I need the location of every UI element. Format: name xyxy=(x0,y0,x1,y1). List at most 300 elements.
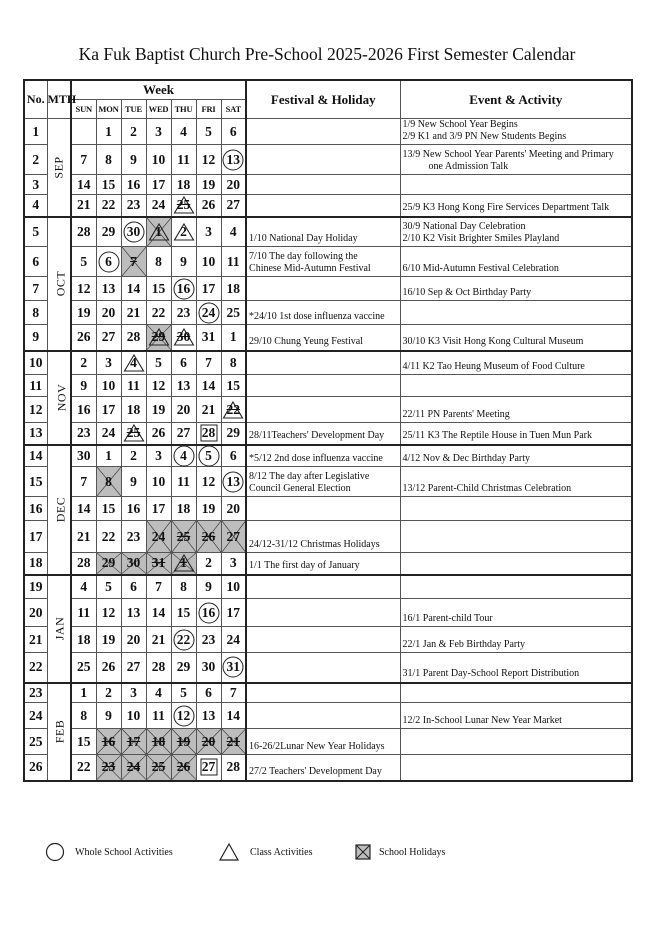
day-cell xyxy=(71,497,96,521)
month-label xyxy=(47,217,71,351)
day-number: 15 xyxy=(226,377,241,393)
day-number: 5 xyxy=(180,684,187,700)
day-number: 17 xyxy=(101,401,116,417)
festival-holiday-cell xyxy=(246,397,400,423)
festival-holiday-text: *24/10 1st dose influenza vaccine xyxy=(249,310,385,322)
day-cell xyxy=(221,351,246,375)
festival-holiday-cell xyxy=(246,703,400,729)
day-cell xyxy=(121,575,146,599)
day-number: 4 xyxy=(80,578,88,594)
day-number: 10 xyxy=(201,253,216,269)
festival-holiday-cell xyxy=(246,521,400,553)
week-row xyxy=(24,247,632,277)
event-activity-cell xyxy=(400,683,632,703)
event-activity-cell xyxy=(400,521,632,553)
event-activity-cell xyxy=(400,247,632,277)
week-number: 10 xyxy=(24,351,47,375)
day-number: 26 xyxy=(151,425,166,441)
event-activity-text: 13/9 New School Year Parents' Meeting and Primary xyxy=(402,149,614,160)
day-cell xyxy=(221,325,246,351)
dow-header-wed: WED xyxy=(146,100,171,119)
day-cell xyxy=(196,277,221,301)
festival-holiday-text: 1/1 The first day of January xyxy=(249,560,360,571)
day-cell xyxy=(171,423,196,445)
day-cell xyxy=(71,653,96,683)
day-cell xyxy=(196,627,221,653)
event-activity-text: 6/10 Mid-Autumn Festival Celebration xyxy=(402,262,559,274)
day-cell xyxy=(196,553,221,575)
day-cell xyxy=(196,325,221,351)
week-number: 5 xyxy=(24,217,47,247)
day-cell xyxy=(121,375,146,397)
day-number: 22 xyxy=(151,304,166,320)
week-row xyxy=(24,703,632,729)
day-cell xyxy=(196,397,221,423)
day-number: 23 xyxy=(176,304,191,320)
week-row xyxy=(24,497,632,521)
day-cell xyxy=(171,175,196,195)
event-activity-cell xyxy=(400,375,632,397)
week-number: 6 xyxy=(24,247,47,277)
day-cell xyxy=(196,755,221,781)
week-row xyxy=(24,467,632,497)
festival-holiday-cell xyxy=(246,653,400,683)
day-cell xyxy=(71,217,96,247)
day-cell xyxy=(71,397,96,423)
legend-circle-label: Whole School Activities xyxy=(75,846,173,858)
day-cell xyxy=(221,175,246,195)
day-cell xyxy=(96,119,121,145)
day-number: 13 xyxy=(201,707,216,723)
month-label xyxy=(47,351,71,445)
day-cell xyxy=(171,397,196,423)
day-number: 30 xyxy=(176,329,191,345)
day-number: 26 xyxy=(101,659,116,675)
day-cell xyxy=(146,247,171,277)
day-cell xyxy=(96,247,121,277)
day-cell xyxy=(196,575,221,599)
day-cell xyxy=(196,195,221,217)
day-cell xyxy=(146,175,171,195)
day-cell xyxy=(71,375,96,397)
day-number: 4 xyxy=(229,223,237,239)
day-number: 7 xyxy=(130,253,137,269)
day-number: 6 xyxy=(205,684,212,700)
month-label xyxy=(47,119,71,217)
day-cell xyxy=(146,521,171,553)
week-number: 9 xyxy=(24,325,47,351)
day-cell xyxy=(221,119,246,145)
day-number: 9 xyxy=(180,253,187,269)
day-cell xyxy=(121,119,146,145)
day-cell xyxy=(196,599,221,627)
day-cell xyxy=(121,397,146,423)
day-cell xyxy=(96,497,121,521)
day-cell xyxy=(146,653,171,683)
day-number: 24 xyxy=(126,759,141,775)
week-row xyxy=(24,175,632,195)
festival-holiday-cell xyxy=(246,351,400,375)
day-number: 21 xyxy=(77,197,91,213)
header-event: Event & Activity xyxy=(400,80,632,119)
day-number: 26 xyxy=(176,759,191,775)
day-cell xyxy=(221,521,246,553)
day-number: 30 xyxy=(77,447,91,463)
day-cell xyxy=(121,599,146,627)
day-cell xyxy=(221,445,246,467)
day-number: 22 xyxy=(77,759,91,775)
day-number: 16 xyxy=(101,733,116,749)
day-cell xyxy=(71,599,96,627)
day-number: 27 xyxy=(226,197,241,213)
day-number: 22 xyxy=(176,631,191,647)
day-cell xyxy=(221,301,246,325)
day-number: 10 xyxy=(151,151,166,167)
day-cell xyxy=(121,755,146,781)
day-number: 15 xyxy=(77,733,91,749)
day-cell xyxy=(71,247,96,277)
day-cell xyxy=(96,521,121,553)
month-label-text: FEB xyxy=(51,719,66,744)
day-number: 19 xyxy=(201,176,216,192)
day-number: 5 xyxy=(80,253,88,269)
week-number: 4 xyxy=(24,195,47,217)
day-number: 20 xyxy=(201,733,216,749)
day-cell xyxy=(146,423,171,445)
day-cell xyxy=(196,351,221,375)
day-number: 2 xyxy=(105,684,112,700)
week-row xyxy=(24,683,632,703)
day-cell xyxy=(221,683,246,703)
day-cell xyxy=(146,375,171,397)
day-cell xyxy=(221,397,246,423)
day-number: 6 xyxy=(180,354,187,370)
week-number: 13 xyxy=(24,423,47,445)
day-number: 12 xyxy=(101,604,116,620)
day-cell xyxy=(221,627,246,653)
day-number: 2 xyxy=(80,354,88,370)
week-number: 12 xyxy=(24,397,47,423)
event-activity-cell xyxy=(400,653,632,683)
festival-holiday-text: 27/2 Teachers' Development Day xyxy=(249,766,382,777)
day-cell xyxy=(96,301,121,325)
month-label-text: NOV xyxy=(53,383,68,412)
day-cell xyxy=(71,277,96,301)
day-number: 19 xyxy=(101,631,116,647)
day-number: 16 xyxy=(201,604,216,620)
week-number: 3 xyxy=(24,175,47,195)
day-cell xyxy=(71,627,96,653)
day-number: 26 xyxy=(201,197,216,213)
day-cell xyxy=(196,703,221,729)
day-cell xyxy=(121,247,146,277)
event-activity-cell xyxy=(400,575,632,599)
week-row xyxy=(24,195,632,217)
day-number: 2 xyxy=(130,447,137,463)
day-number: 8 xyxy=(155,253,162,269)
day-cell xyxy=(71,445,96,467)
day-number: 6 xyxy=(130,578,137,594)
day-number: 14 xyxy=(151,604,166,620)
day-number: 11 xyxy=(77,604,91,620)
day-cell xyxy=(96,145,121,175)
day-cell xyxy=(221,145,246,175)
dow-header-tue: TUE xyxy=(121,100,146,119)
legend xyxy=(0,842,654,866)
day-cell xyxy=(221,575,246,599)
day-cell xyxy=(146,277,171,301)
day-number: 25 xyxy=(176,528,191,544)
day-cell xyxy=(171,599,196,627)
day-number: 19 xyxy=(201,500,216,516)
day-cell xyxy=(121,277,146,301)
day-number: 8 xyxy=(80,707,88,723)
festival-holiday-text: 24/12-31/12 Christmas Holidays xyxy=(249,538,380,550)
week-number: 16 xyxy=(24,497,47,521)
day-number: 3 xyxy=(229,555,237,571)
day-number: 12 xyxy=(77,280,91,296)
day-cell xyxy=(146,575,171,599)
week-number: 2 xyxy=(24,145,47,175)
day-cell xyxy=(121,703,146,729)
day-cell xyxy=(196,729,221,755)
week-row xyxy=(24,553,632,575)
day-number: 6 xyxy=(105,253,112,269)
week-number: 7 xyxy=(24,277,47,301)
day-number: 11 xyxy=(226,253,240,269)
day-cell xyxy=(171,301,196,325)
day-number: 4 xyxy=(180,447,187,463)
day-number: 20 xyxy=(176,401,191,417)
day-cell xyxy=(196,683,221,703)
day-number: 2 xyxy=(205,555,212,571)
day-cell xyxy=(96,375,121,397)
day-number: 5 xyxy=(105,578,112,594)
day-number: 17 xyxy=(201,280,216,296)
month-label xyxy=(47,445,71,575)
day-number: 29 xyxy=(101,223,116,239)
day-cell xyxy=(221,217,246,247)
day-number: 16 xyxy=(126,176,141,192)
day-cell xyxy=(221,653,246,683)
week-number: 25 xyxy=(24,729,47,755)
day-cell xyxy=(196,375,221,397)
day-cell xyxy=(71,351,96,375)
day-number: 10 xyxy=(151,473,166,489)
day-cell xyxy=(71,755,96,781)
day-number: 7 xyxy=(80,151,88,167)
day-number: 19 xyxy=(77,304,91,320)
day-number: 18 xyxy=(226,280,241,296)
day-number: 14 xyxy=(77,500,91,516)
day-cell xyxy=(71,301,96,325)
dow-header-sun: SUN xyxy=(71,100,96,119)
day-number: 24 xyxy=(101,425,116,441)
month-label-text: JAN xyxy=(51,616,66,641)
day-cell xyxy=(146,301,171,325)
day-cell xyxy=(196,521,221,553)
week-number: 11 xyxy=(24,375,47,397)
triangle-icon xyxy=(218,842,240,862)
day-number: 28 xyxy=(77,223,91,239)
day-cell xyxy=(171,627,196,653)
week-number: 8 xyxy=(24,301,47,325)
day-cell xyxy=(171,351,196,375)
day-number: 3 xyxy=(155,447,162,463)
day-number: 23 xyxy=(201,631,216,647)
week-row xyxy=(24,277,632,301)
day-cell xyxy=(96,325,121,351)
month-label-text: DEC xyxy=(52,496,67,523)
week-row xyxy=(24,351,632,375)
day-cell xyxy=(196,301,221,325)
event-activity-text: 13/12 Parent-Child Christmas Celebration xyxy=(402,482,572,494)
dow-header-fri: FRI xyxy=(196,100,221,119)
festival-holiday-cell xyxy=(246,599,400,627)
day-cell xyxy=(171,755,196,781)
day-cell xyxy=(171,217,196,247)
day-number: 21 xyxy=(151,631,166,647)
week-row xyxy=(24,119,632,145)
day-number: 18 xyxy=(151,733,166,749)
month-label xyxy=(47,683,71,781)
legend-holiday-item xyxy=(355,844,445,860)
event-activity-cell xyxy=(400,627,632,653)
event-activity-cell xyxy=(400,467,632,497)
event-activity-cell xyxy=(400,729,632,755)
week-row xyxy=(24,755,632,781)
day-cell xyxy=(121,653,146,683)
event-activity-cell xyxy=(400,195,632,217)
day-cell xyxy=(96,683,121,703)
day-number: 27 xyxy=(101,329,116,345)
day-number: 24 xyxy=(226,631,241,647)
day-number: 26 xyxy=(77,329,91,345)
week-number: 26 xyxy=(24,755,47,781)
day-number: 25 xyxy=(126,425,141,441)
day-number: 6 xyxy=(229,447,237,463)
day-cell xyxy=(171,553,196,575)
day-cell xyxy=(221,703,246,729)
day-number: 28 xyxy=(126,329,141,345)
day-number: 3 xyxy=(205,223,212,239)
day-number: 27 xyxy=(201,759,216,775)
day-cell xyxy=(121,729,146,755)
event-activity-text: 2/9 K1 and 3/9 PN New Students Begins xyxy=(402,130,567,142)
festival-holiday-cell xyxy=(246,277,400,301)
day-cell xyxy=(171,729,196,755)
day-cell xyxy=(221,195,246,217)
event-activity-cell xyxy=(400,351,632,375)
day-cell xyxy=(96,599,121,627)
event-activity-text: 2/10 K2 Visit Brighter Smiles Playland xyxy=(402,232,560,244)
day-number: 7 xyxy=(80,473,88,489)
day-number: 27 xyxy=(126,659,141,675)
day-number: 24 xyxy=(201,304,216,320)
event-activity-text: 1/9 New School Year Begins xyxy=(402,119,518,130)
day-number: 1 xyxy=(105,123,112,139)
day-cell xyxy=(121,351,146,375)
day-cell xyxy=(121,195,146,217)
week-row xyxy=(24,217,632,247)
day-cell xyxy=(221,729,246,755)
day-number: 12 xyxy=(176,707,191,723)
day-number: 13 xyxy=(226,473,241,489)
day-cell xyxy=(171,575,196,599)
day-cell xyxy=(146,627,171,653)
day-number: 24 xyxy=(151,528,166,544)
day-cell xyxy=(121,175,146,195)
day-cell xyxy=(221,553,246,575)
event-activity-cell xyxy=(400,175,632,195)
day-number: 26 xyxy=(201,528,216,544)
day-cell xyxy=(171,445,196,467)
week-number: 23 xyxy=(24,683,47,703)
day-number: 17 xyxy=(151,500,166,516)
day-number: 21 xyxy=(77,528,91,544)
day-cell xyxy=(146,729,171,755)
day-number: 1 xyxy=(80,684,88,700)
festival-holiday-cell xyxy=(246,755,400,781)
day-cell xyxy=(171,653,196,683)
day-cell xyxy=(171,277,196,301)
day-number: 31 xyxy=(201,329,216,345)
day-cell xyxy=(71,325,96,351)
week-row xyxy=(24,301,632,325)
day-cell xyxy=(171,145,196,175)
day-number: 5 xyxy=(155,354,162,370)
event-activity-cell xyxy=(400,703,632,729)
day-number: 12 xyxy=(151,377,166,393)
dow-header-sat: SAT xyxy=(221,100,246,119)
day-cell xyxy=(96,351,121,375)
event-activity-text: 16/1 Parent-child Tour xyxy=(402,612,493,624)
event-activity-text: 25/9 K3 Hong Kong Fire Services Department Talk xyxy=(402,202,610,213)
day-number: 14 xyxy=(77,176,91,192)
day-number: 10 xyxy=(226,578,241,594)
day-cell xyxy=(146,467,171,497)
day-number: 21 xyxy=(201,401,216,417)
day-cell xyxy=(221,599,246,627)
event-activity-text: 30/9 National Day Celebration xyxy=(402,221,526,232)
calendar-table xyxy=(23,79,633,782)
day-cell xyxy=(146,145,171,175)
day-cell xyxy=(96,729,121,755)
festival-holiday-text: 16-26/2Lunar New Year Holidays xyxy=(249,740,385,752)
day-cell xyxy=(171,467,196,497)
circle-icon xyxy=(45,842,65,862)
day-cell xyxy=(171,375,196,397)
day-cell xyxy=(71,175,96,195)
day-number: 27 xyxy=(176,425,191,441)
day-cell xyxy=(121,301,146,325)
festival-holiday-cell xyxy=(246,217,400,247)
day-number: 3 xyxy=(155,123,162,139)
day-cell xyxy=(121,325,146,351)
week-row xyxy=(24,445,632,467)
event-activity-text: 31/1 Parent Day-School Report Distribution xyxy=(402,668,580,679)
day-number: 22 xyxy=(226,401,241,417)
day-number: 23 xyxy=(126,528,141,544)
festival-holiday-text: 28/11Teachers' Development Day xyxy=(249,430,385,441)
event-activity-cell xyxy=(400,217,632,247)
day-cell xyxy=(171,703,196,729)
week-number: 14 xyxy=(24,445,47,467)
day-cell xyxy=(96,703,121,729)
day-cell xyxy=(196,119,221,145)
day-cell xyxy=(196,247,221,277)
week-row xyxy=(24,375,632,397)
